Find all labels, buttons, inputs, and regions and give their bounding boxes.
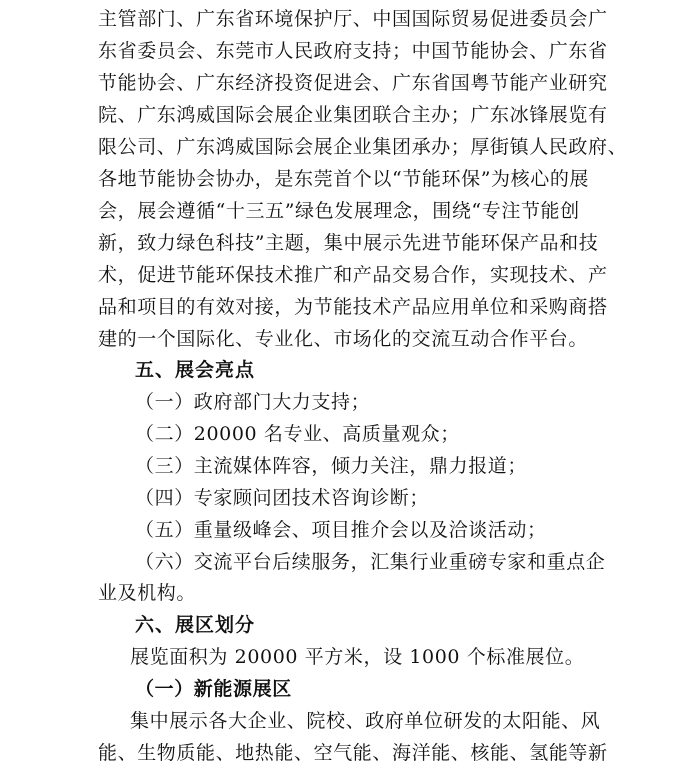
intro-line-10: 品和项目的有效对接，为节能技术产品应用单位和采购商搭 [98,296,608,318]
highlight-item-4: （四）专家顾问团技术咨询诊断； [135,487,430,509]
intro-line-4: 院、广东鸿威国际会展企业集团联合主办；广东冰锋展览有 [98,104,608,126]
new-energy-zone-line-2: 能、生物质能、地热能、空气能、海洋能、核能、氢能等新 [98,742,608,764]
highlight-item-5: （五）重量级峰会、项目推介会以及洽谈活动； [135,519,547,541]
section-5-heading: 五、展会亮点 [135,359,256,381]
intro-line-7: 会，展会遵循“十三五”绿色发展理念，围绕“专注节能创 [98,200,580,222]
highlight-item-6-continuation: 业及机构。 [98,582,197,604]
new-energy-zone-line-1: 集中展示各大企业、院校、政府单位研发的太阳能、风 [130,710,601,732]
intro-line-8: 新，致力绿色科技”主题，集中展示先进节能环保产品和技 [98,232,599,254]
intro-line-9: 术，促进节能环保技术推广和产品交易合作，实现技术、产 [98,264,608,286]
highlight-item-1: （一）政府部门大力支持； [135,391,371,413]
highlight-item-2: （二）20000 名专业、高质量观众； [135,423,460,445]
new-energy-zone-heading: （一）新能源展区 [135,678,292,700]
intro-line-6: 各地节能协会协办，是东莞首个以“节能环保”为核心的展 [98,168,590,190]
highlight-item-3: （三）主流媒体阵容，倾力关注，鼎力报道； [135,455,528,477]
intro-line-11: 建的一个国际化、专业化、市场化的交流互动合作平台。 [98,328,589,350]
highlight-item-6: （六）交流平台后续服务，汇集行业重磅专家和重点企 [135,551,606,573]
intro-line-1: 主管部门、广东省环境保护厅、中国国际贸易促进委员会广 [98,8,608,30]
exhibition-area-text: 展览面积为 20000 平方米，设 1000 个标准展位。 [130,646,585,668]
section-6-heading: 六、展区划分 [135,614,256,636]
intro-line-5: 限公司、广东鸿威国际会展企业集团承办；厚街镇人民政府、 [98,136,628,158]
intro-line-3: 节能协会、广东经济投资促进会、广东省国粤节能产业研究 [98,72,608,94]
intro-line-2: 东省委员会、东莞市人民政府支持；中国节能协会、广东省 [98,40,608,62]
